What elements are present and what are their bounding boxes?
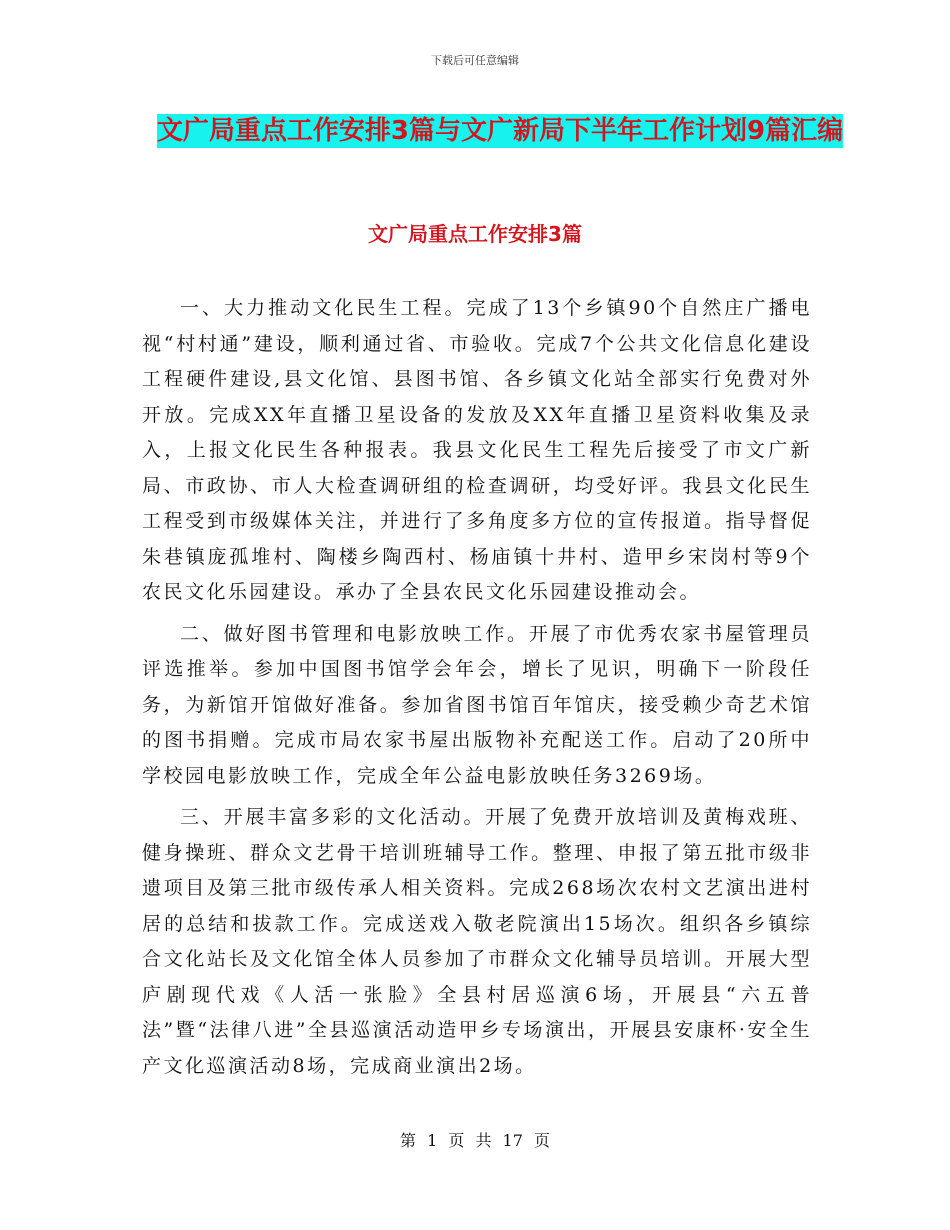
page-footer: 第 1 页 共 17 页 [400, 1131, 550, 1150]
document-title [150, 106, 850, 156]
header-note: 下载后可任意编辑 [431, 54, 519, 67]
document-title-text: 文广局重点工作安排3篇与文广新局下半年工作计划9篇汇编 [156, 116, 844, 146]
paragraph-3: 三、开展丰富多彩的文化活动。开展了免费开放培训及黄梅戏班、健身操班、群众文艺骨干培训班辅导工作。整理、申报了第五批市级非遗项目及第三批市级传承人相关资料。完成268场次农村文艺演出进村居的总结和拔款工作。完成送戏入敬老院演出15场次。组织各乡镇综合文化站长及文化馆全体人员参加了市群众文化辅导员培训。开展大型庐剧现代戏《人活一张脸》全县村居巡演6场，开展县“六五普法”暨“法律八进”全县巡演活动造甲乡专场演出，开展县安康杯·安全生产文化巡演活动8场，完成商业演出2场。 [142, 806, 812, 1077]
paragraph-1: 一、大力推动文化民生工程。完成了13个乡镇90个自然庄广播电视“村村通”建设，顺利通过省、市验收。完成7个公共文化信息化建设工程硬件建设,县文化馆、县图书馆、各乡镇文化站全部实行免费对外开放。完成XX年直播卫星设备的发放及XX年直播卫星资料收集及录入，上报文化民生各种报表。我县文化民生工程先后接受了市文广新局、市政协、市人大检查调研组的检查调研，均受好评。我县文化民生工程受到市级媒体关注，并进行了多角度多方位的宣传报道。指导督促朱巷镇庞孤堆村、陶楼乡陶西村、杨庙镇十井村、造甲乡宋岗村等9个农民文化乐园建设。承办了全县农民文化乐园建设推动会。 [142, 297, 812, 603]
paragraph-2: 二、做好图书管理和电影放映工作。开展了市优秀农家书屋管理员评选推举。参加中国图书馆学会年会，增长了见识，明确下一阶段任务，为新馆开馆做好准备。参加省图书馆百年馆庆，接受赖少奇艺术馆的图书捐赠。完成市局农家书屋出版物补充配送工作。启动了20所中学校园电影放映工作，完成全年公益电影放映任务3269场。 [142, 622, 812, 787]
document-body [142, 291, 812, 1090]
section-title: 文广局重点工作安排3篇 [368, 222, 582, 246]
